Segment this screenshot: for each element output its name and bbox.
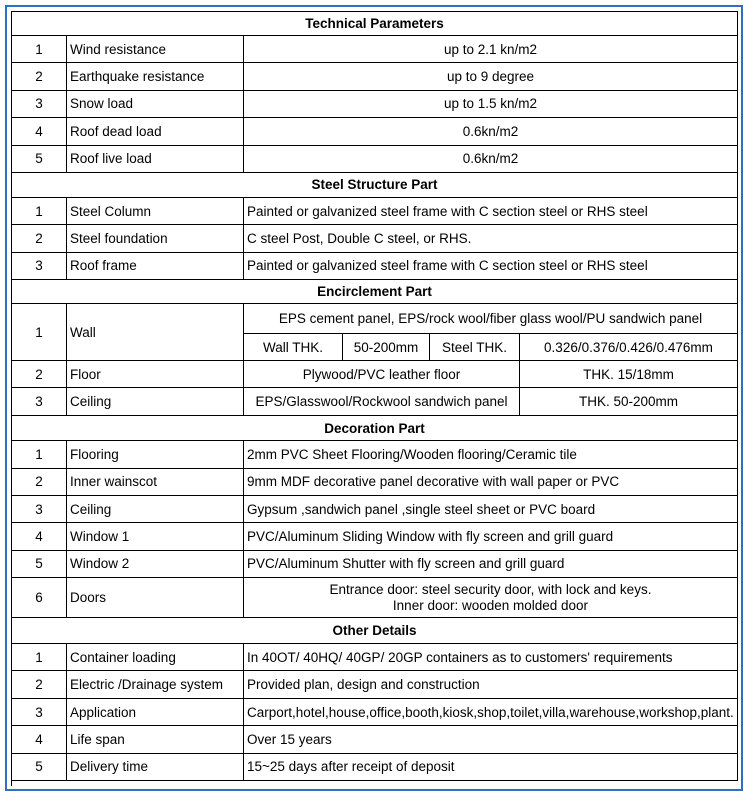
row-number: 3 bbox=[12, 388, 67, 416]
row-value: Painted or galvanized steel frame with C section steel or RHS steel bbox=[244, 253, 738, 280]
row-number: 4 bbox=[12, 523, 67, 550]
row-number: 5 bbox=[12, 551, 67, 578]
section-header: Technical Parameters bbox=[12, 12, 738, 36]
row-value: 2mm PVC Sheet Flooring/Wooden flooring/Ceramic tile bbox=[244, 441, 738, 468]
row-number: 6 bbox=[12, 578, 67, 618]
row-item: Roof dead load bbox=[67, 118, 244, 145]
row-item: Ceiling bbox=[67, 388, 244, 416]
row-value: PVC/Aluminum Sliding Window with fly screen and grill guard bbox=[244, 523, 738, 550]
wall-thk-label: Wall THK. bbox=[244, 334, 343, 361]
table-frame bbox=[5, 5, 743, 791]
wall-material: EPS cement panel, EPS/rock wool/fiber glass wool/PU sandwich panel bbox=[244, 304, 738, 334]
row-number: 1 bbox=[12, 441, 67, 468]
row-number: 2 bbox=[12, 225, 67, 252]
row-item: Snow load bbox=[67, 91, 244, 118]
row-item: Delivery time bbox=[67, 754, 244, 781]
row-value: up to 2.1 kn/m2 bbox=[244, 36, 738, 63]
floor-material: Plywood/PVC leather floor bbox=[244, 361, 520, 388]
ceiling-material: EPS/Glasswool/Rockwool sandwich panel bbox=[244, 388, 520, 416]
row-number: 4 bbox=[12, 118, 67, 145]
row-value: Carport,hotel,house,office,booth,kiosk,shop,toilet,villa,warehouse,workshop,plant. bbox=[244, 699, 738, 726]
row-value: Painted or galvanized steel frame with C section steel or RHS steel bbox=[244, 198, 738, 225]
row-item: Flooring bbox=[67, 441, 244, 468]
row-value: Gypsum ,sandwich panel ,single steel sheet or PVC board bbox=[244, 496, 738, 523]
row-item: Wind resistance bbox=[67, 36, 244, 63]
doors-value bbox=[244, 578, 738, 618]
row-value: 0.6kn/m2 bbox=[244, 146, 738, 173]
row-item: Floor bbox=[67, 361, 244, 388]
floor-thk: THK. 15/18mm bbox=[520, 361, 738, 388]
row-item: Application bbox=[67, 699, 244, 726]
row-item: Steel Column bbox=[67, 198, 244, 225]
row-number: 3 bbox=[12, 91, 67, 118]
row-value: PVC/Aluminum Shutter with fly screen and grill guard bbox=[244, 551, 738, 578]
row-item: Earthquake resistance bbox=[67, 63, 244, 90]
row-item: Electric /Drainage system bbox=[67, 671, 244, 698]
steel-thk-value: 0.326/0.376/0.426/0.476mm bbox=[520, 334, 738, 361]
row-value: In 40OT/ 40HQ/ 40GP/ 20GP containers as to customers' requirements bbox=[244, 644, 738, 671]
row-item: Window 1 bbox=[67, 523, 244, 550]
row-item: Inner wainscot bbox=[67, 469, 244, 496]
row-item: Life span bbox=[67, 726, 244, 753]
row-number: 1 bbox=[12, 304, 67, 361]
row-value: up to 1.5 kn/m2 bbox=[244, 91, 738, 118]
row-number: 5 bbox=[12, 146, 67, 173]
row-number: 2 bbox=[12, 469, 67, 496]
row-item: Wall bbox=[67, 304, 244, 361]
section-header: Other Details bbox=[12, 618, 738, 644]
section-header: Decoration Part bbox=[12, 416, 738, 441]
row-value: Provided plan, design and construction bbox=[244, 671, 738, 698]
section-header: Steel Structure Part bbox=[12, 173, 738, 198]
row-value: 15~25 days after receipt of deposit bbox=[244, 754, 738, 781]
wall-thk-value: 50-200mm bbox=[343, 334, 430, 361]
row-number: 3 bbox=[12, 699, 67, 726]
row-value: Over 15 years bbox=[244, 726, 738, 753]
row-number: 1 bbox=[12, 198, 67, 225]
row-item: Roof frame bbox=[67, 253, 244, 280]
spec-table bbox=[11, 11, 738, 786]
steel-thk-label: Steel THK. bbox=[430, 334, 520, 361]
row-number: 3 bbox=[12, 496, 67, 523]
row-item: Container loading bbox=[67, 644, 244, 671]
row-item: Roof live load bbox=[67, 146, 244, 173]
ceiling-thk: THK. 50-200mm bbox=[520, 388, 738, 416]
section-header: Encirclement Part bbox=[12, 280, 738, 304]
row-value: C steel Post, Double C steel, or RHS. bbox=[244, 225, 738, 252]
row-item: Ceiling bbox=[67, 496, 244, 523]
doors-entrance: Entrance door: steel security door, with lock and keys. bbox=[329, 581, 652, 597]
row-number: 2 bbox=[12, 671, 67, 698]
row-item: Window 2 bbox=[67, 551, 244, 578]
row-number: 5 bbox=[12, 754, 67, 781]
row-number: 3 bbox=[12, 253, 67, 280]
row-number: 1 bbox=[12, 644, 67, 671]
row-value: 0.6kn/m2 bbox=[244, 118, 738, 145]
row-number: 2 bbox=[12, 63, 67, 90]
row-value: up to 9 degree bbox=[244, 63, 738, 90]
row-number: 1 bbox=[12, 36, 67, 63]
row-number: 4 bbox=[12, 726, 67, 753]
row-item: Doors bbox=[67, 578, 244, 618]
row-value: 9mm MDF decorative panel decorative with wall paper or PVC bbox=[244, 469, 738, 496]
row-item: Steel foundation bbox=[67, 225, 244, 252]
row-number: 2 bbox=[12, 361, 67, 388]
doors-inner: Inner door: wooden molded door bbox=[392, 597, 589, 613]
